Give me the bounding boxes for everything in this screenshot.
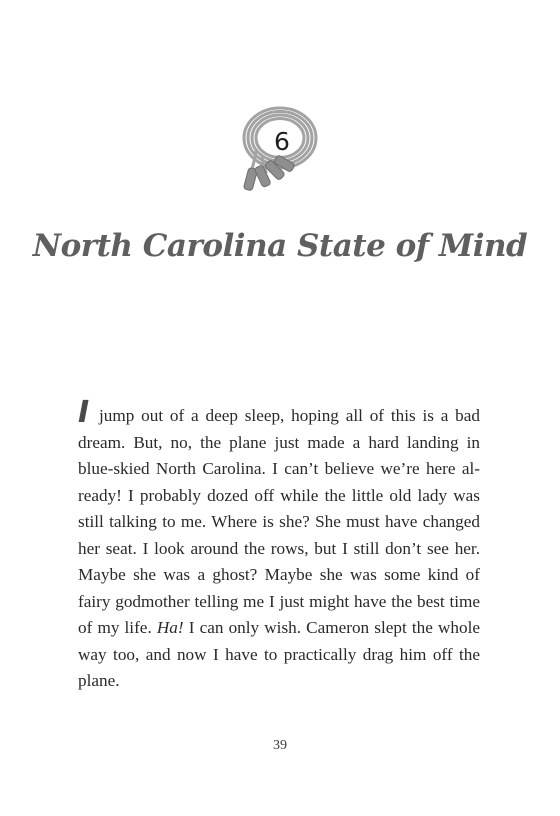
chapter-title: North Carolina State of Mind <box>32 228 528 264</box>
chapter-emblem <box>230 92 334 204</box>
drop-cap: I <box>78 395 90 430</box>
emphasis-text: Ha! <box>156 618 184 637</box>
paragraph-text-part-2: I can only wish. Cameron slept the whole way too, and now I have to practically drag him off the plane. <box>78 618 480 690</box>
page-number: 39 <box>273 738 287 753</box>
chapter-body-paragraph <box>78 395 480 695</box>
paragraph-text-part-1: jump out of a deep sleep, hoping all of this is a bad dream. But, no, the plane just made a hard landing in blue-skied North Carolina. I can’t believe we’re here already! I probably dozed off while the little old lady was still talking to me. Where is she? She must have changed her seat. I look around the rows, but I still don’t see her. Maybe she was a ghost? Maybe she was some kind of fairy godmother telling me I just might have the best time of my life. <box>78 406 480 637</box>
chapter-number: 6 <box>274 127 290 156</box>
